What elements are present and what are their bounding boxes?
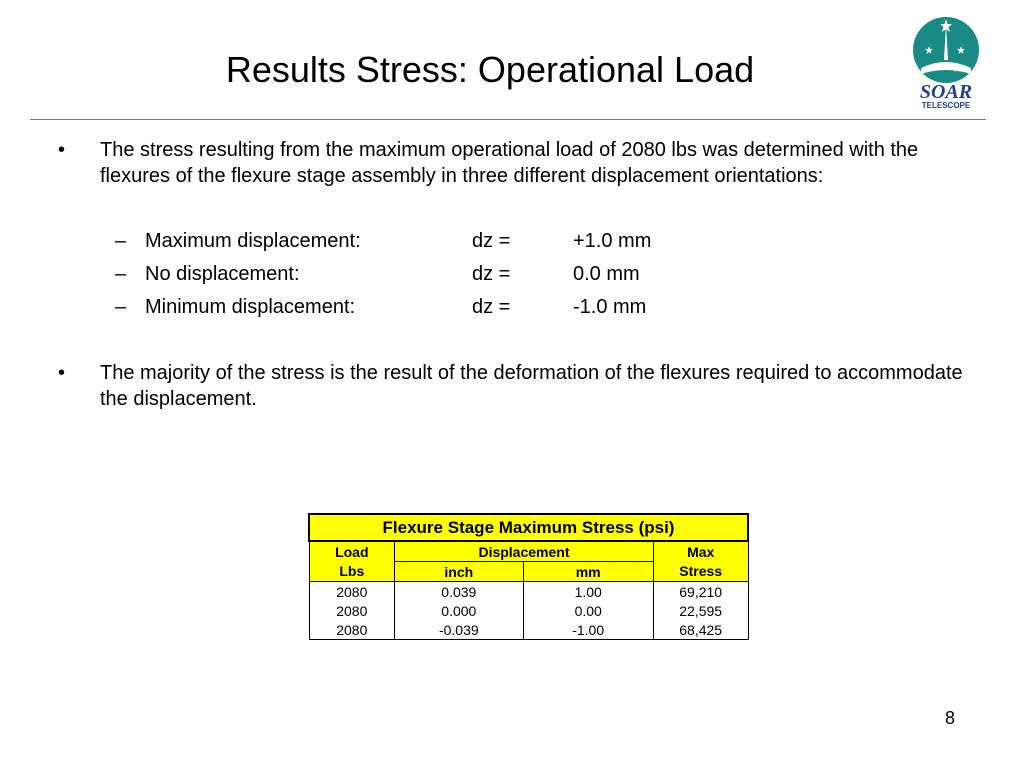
header-load: Load bbox=[309, 541, 395, 562]
logo-word: SOAR bbox=[919, 81, 973, 103]
header-stress: Stress bbox=[653, 562, 748, 582]
sub-bullet-variable: dz = bbox=[472, 230, 511, 252]
bullet-text: The majority of the stress is the result of the deformation of the flexures required to accommodate the displacement. bbox=[100, 362, 963, 410]
table-header-row bbox=[309, 541, 748, 562]
bullet-text: The stress resulting from the maximum operational load of 2080 lbs was determined with the flexures of the flexure stage assembly in three different displacement orientations: bbox=[100, 139, 919, 187]
cell-mm: 1.00 bbox=[523, 582, 653, 602]
bullet-item bbox=[57, 360, 977, 412]
table-row bbox=[309, 620, 748, 640]
header-max: Max bbox=[653, 541, 748, 562]
sub-bullet-item: – No displacement: dz = 0.0 mm bbox=[115, 263, 640, 285]
sub-bullet-label: No displacement: bbox=[145, 263, 300, 285]
sub-bullet-variable: dz = bbox=[472, 263, 511, 285]
title-divider bbox=[30, 119, 986, 120]
sub-bullet-label: Maximum displacement: bbox=[145, 230, 361, 252]
sub-bullet-item: – Minimum displacement: dz = -1.0 mm bbox=[115, 296, 647, 318]
table-title-row bbox=[309, 514, 748, 541]
bullet-dot: • bbox=[58, 362, 66, 384]
sub-bullet-variable: dz = bbox=[472, 296, 511, 318]
header-displacement: Displacement bbox=[395, 541, 654, 562]
sub-bullet-value: -1.0 mm bbox=[573, 296, 647, 318]
cell-load: 2080 bbox=[309, 620, 395, 640]
sub-bullet-item: – Maximum displacement: dz = +1.0 mm bbox=[115, 230, 652, 252]
header-lbs: Lbs bbox=[309, 562, 395, 582]
logo-subword: TELESCOPE bbox=[921, 101, 971, 110]
table-title: Flexure Stage Maximum Stress (psi) bbox=[309, 514, 748, 541]
soar-telescope-logo bbox=[911, 16, 983, 110]
slide-title: Results Stress: Operational Load bbox=[225, 49, 755, 90]
cell-inch: -0.039 bbox=[395, 620, 523, 640]
table-row bbox=[309, 582, 748, 602]
sub-bullet-label: Minimum displacement: bbox=[145, 296, 356, 318]
stress-table bbox=[308, 513, 749, 640]
cell-stress: 69,210 bbox=[653, 582, 748, 602]
cell-mm: 0.00 bbox=[523, 601, 653, 620]
cell-load: 2080 bbox=[309, 582, 395, 602]
sub-bullet-value: +1.0 mm bbox=[573, 230, 652, 252]
bullet-dot: • bbox=[58, 139, 66, 161]
table-header-row bbox=[309, 562, 748, 582]
table-row bbox=[309, 601, 748, 620]
cell-inch: 0.039 bbox=[395, 582, 523, 602]
header-mm: mm bbox=[523, 562, 653, 582]
bullet-item bbox=[57, 137, 977, 189]
cell-stress: 68,425 bbox=[653, 620, 748, 640]
page-number: 8 bbox=[945, 708, 956, 728]
cell-mm: -1.00 bbox=[523, 620, 653, 640]
cell-load: 2080 bbox=[309, 601, 395, 620]
sub-bullet-value: 0.0 mm bbox=[573, 263, 640, 285]
slide-body bbox=[57, 137, 977, 412]
cell-stress: 22,595 bbox=[653, 601, 748, 620]
cell-inch: 0.000 bbox=[395, 601, 523, 620]
header-inch: inch bbox=[395, 562, 523, 582]
